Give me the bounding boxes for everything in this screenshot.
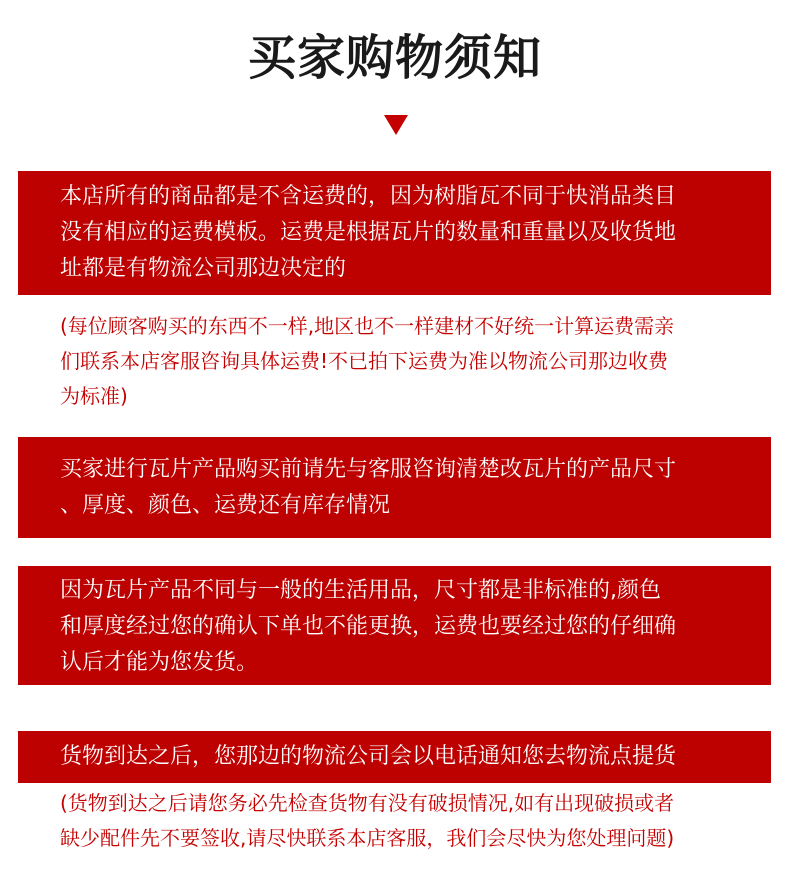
note-line: 为标准) [60, 384, 128, 408]
shipping-fee-note [60, 309, 760, 414]
note-line: 们联系本店客服咨询具体运费!不已拍下运费为准以物流公司那边收费 [60, 349, 669, 373]
shipping-fee-notice [18, 171, 771, 295]
triangle-down-icon [384, 115, 408, 135]
notice-line: 本店所有的商品都是不含运费的，因为树脂瓦不同于快消品类目 [60, 184, 677, 209]
note-line: 缺少配件先不要签收,请尽快联系本店客服，我们会尽快为您处理问题) [60, 826, 675, 850]
notice-line: 、厚度、颜色、运费还有库存情况 [60, 493, 391, 518]
note-line: (每位顾客购买的东西不一样,地区也不一样建材不好统一计算运费需亲 [60, 314, 675, 338]
notice-line: 和厚度经过您的确认下单也不能更换，运费也要经过您的仔细确 [60, 614, 677, 639]
notice-line: 买家进行瓦片产品购买前请先与客服咨询清楚改瓦片的产品尺寸 [60, 457, 677, 482]
notice-line: 址都是有物流公司那边决定的 [60, 256, 347, 281]
non-standard-size-notice [18, 566, 771, 685]
notice-line: 认后才能为您发货。 [60, 650, 259, 675]
inspect-goods-note [60, 786, 760, 856]
note-line: (货物到达之后请您务必先检查货物有没有破损情况,如有出现破损或者 [60, 791, 675, 815]
notice-line: 没有相应的运费模板。运费是根据瓦片的数量和重量以及收货地 [60, 220, 677, 245]
notice-line: 货物到达之后，您那边的物流公司会以电话通知您去物流点提货 [60, 744, 677, 769]
delivery-pickup-notice [18, 731, 771, 783]
consult-service-notice [18, 437, 771, 538]
notice-line: 因为瓦片产品不同与一般的生活用品，尺寸都是非标准的,颜色 [60, 578, 661, 603]
page-title: 买家购物须知 [247, 30, 542, 86]
